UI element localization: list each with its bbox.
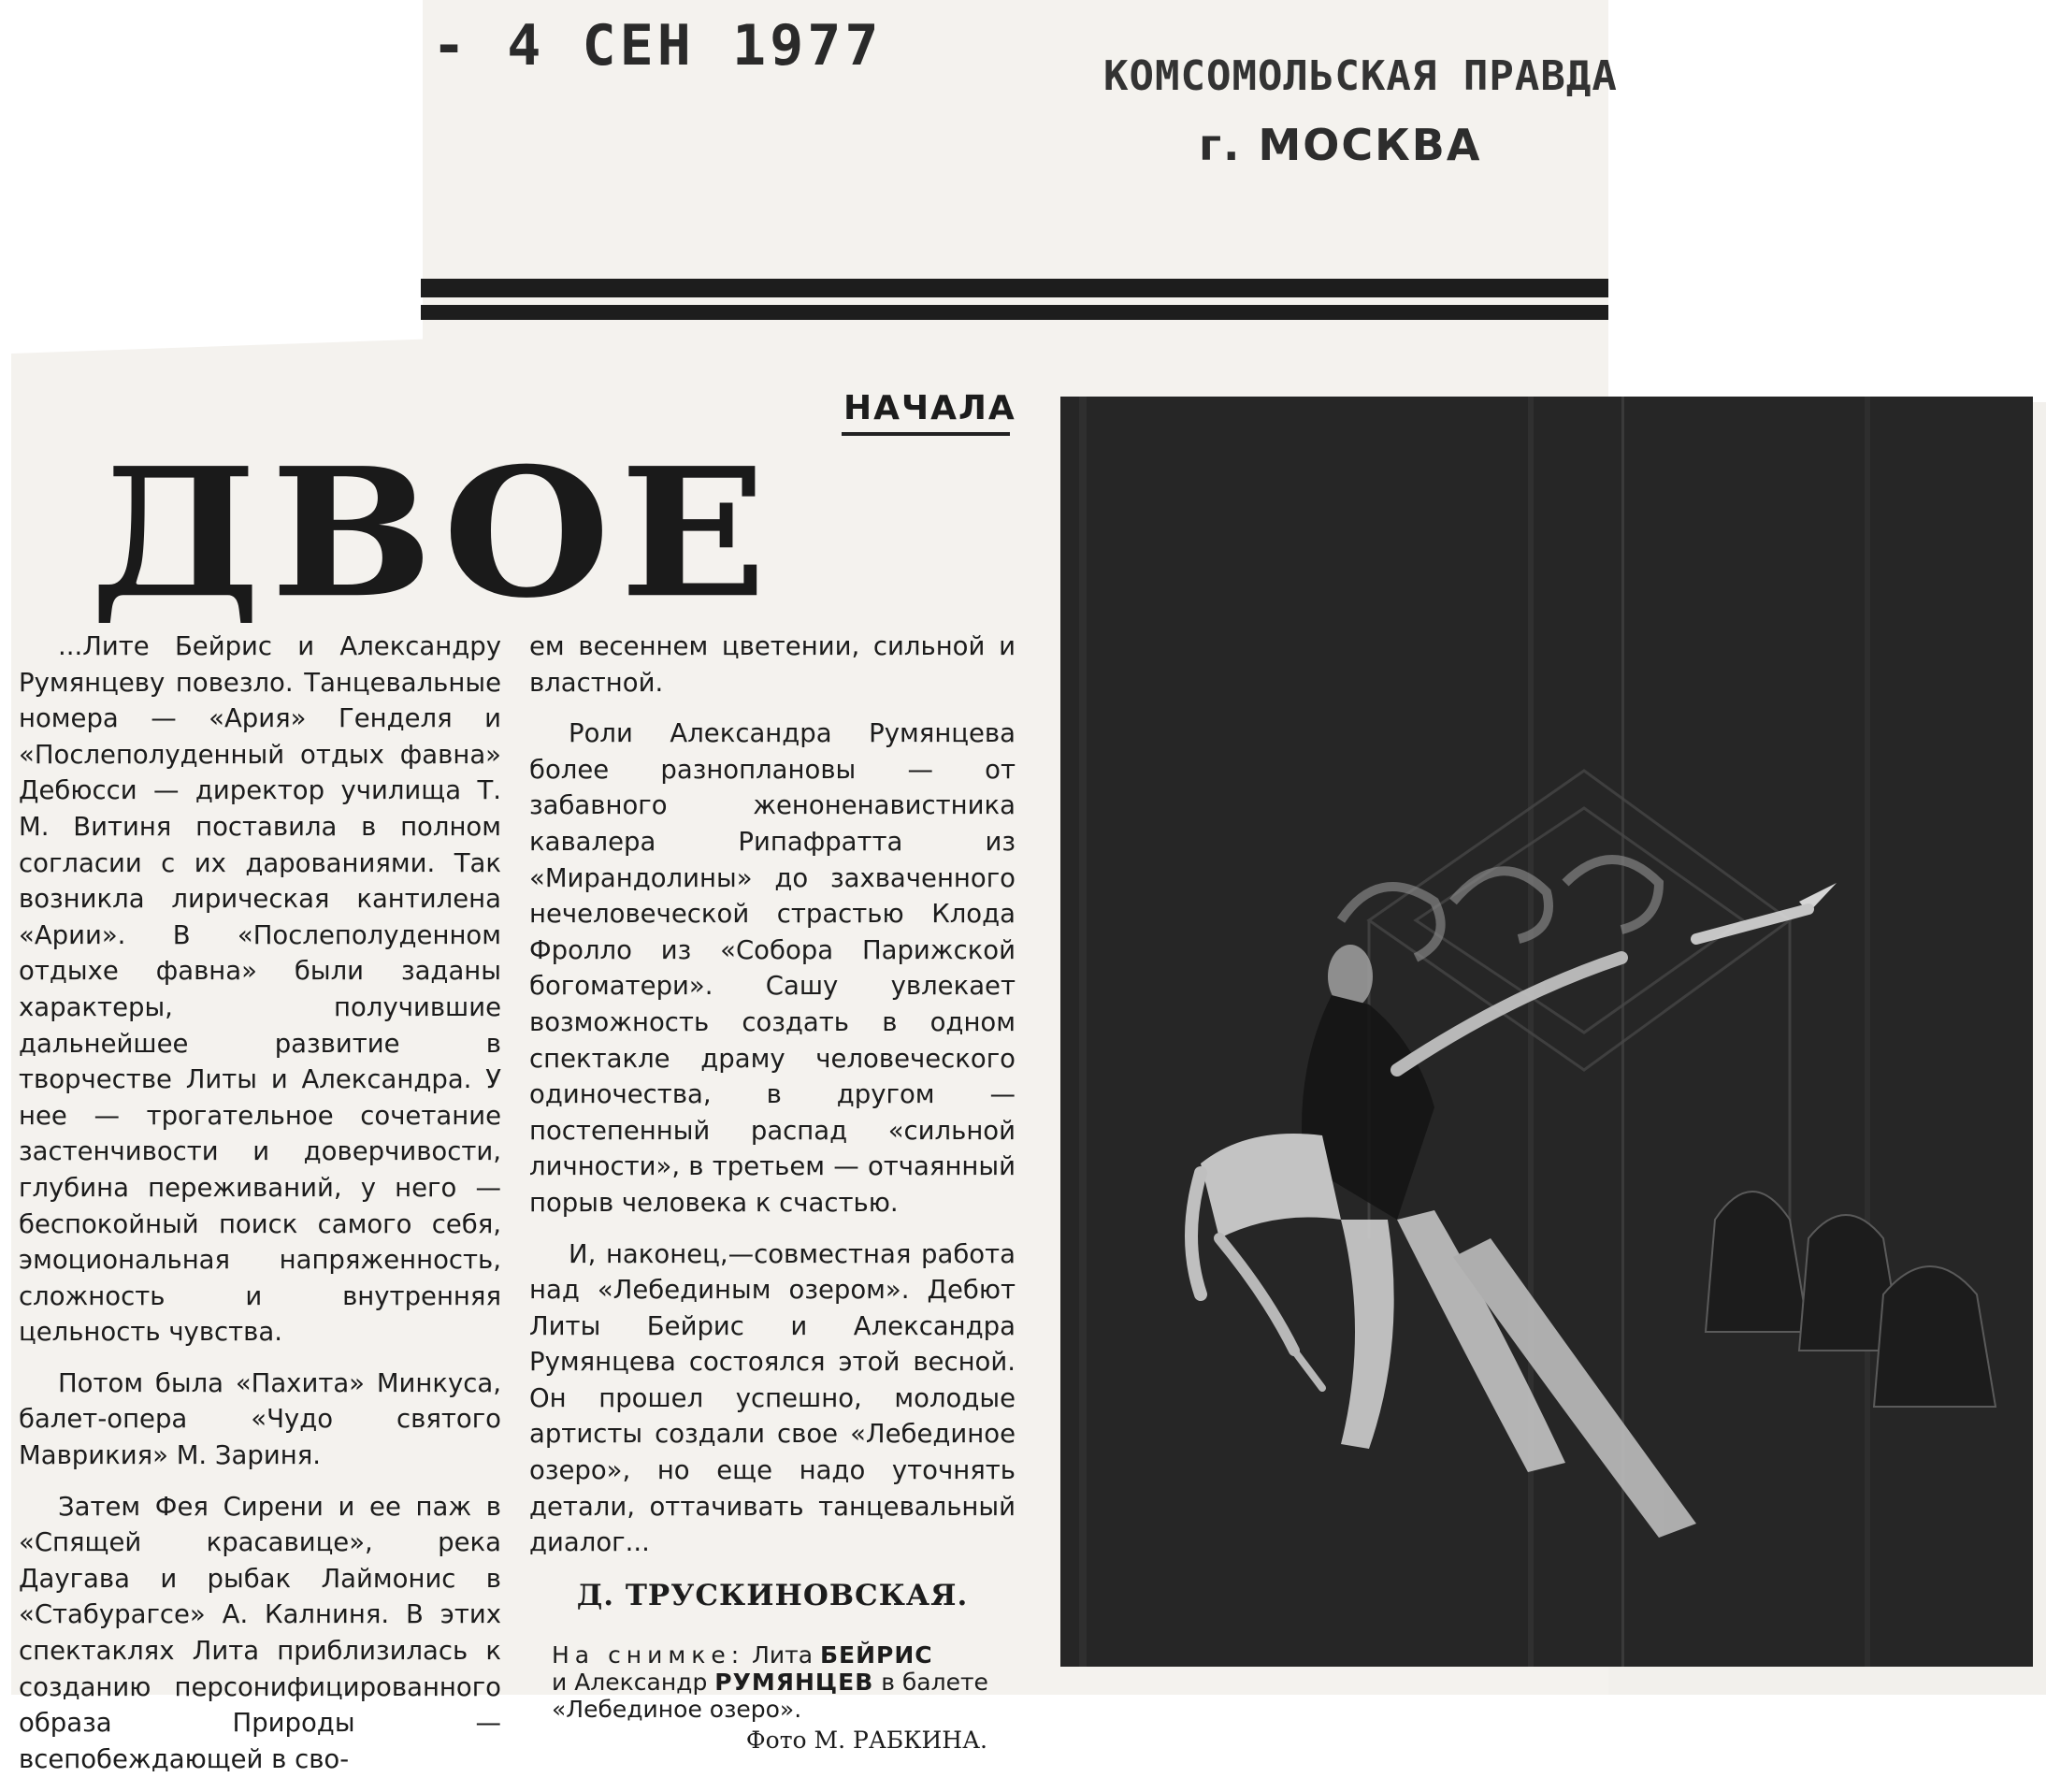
article-paragraph: ...Лите Бейрис и Александру Румянцеву повезло. Танцевальные номера — «Ария» Генделя и «Послеполуденный отдых фавна» Дебюсси — директор училища Т. М. Витиня поставила в полном согласии с их дарованиями. Так возникла лирическая кантилена «Арии». В «Послеполуденном отдыхе фавна» были заданы характеры, получившие дальнейшее развитие в творчестве Литы и Александра. У нее — трогательное сочетание застенчивости и доверчивости, глубина переживаний, у него — беспокойный поиск самого себя, эмоциональная напряженность, сложность и внутренняя цельность чувства. [19,631,501,1348]
article-paragraph: Потом была «Пахита» Минкуса, балет-опера «Чудо святого Маврикия» М. Зариня. [19,1367,501,1471]
caption-text: и Александр [552,1669,715,1697]
caption-text: в балете «Лебединое озеро». [552,1669,988,1724]
newspaper-name-stamp: КОМСОМОЛЬСКАЯ ПРАВДА [1103,52,1618,100]
rubric-underline [842,432,1010,436]
masthead-rule [421,279,1608,297]
article-paragraph: Затем Фея Сирени и ее паж в «Спящей красавице», река Даугава и рыбак Лаймонис в «Стабурагсе» А. Калниня. В этих спектаклях Лита приблизилась к созданию персонифицированного образа Природы — всепобеждающей в сво- [19,1491,501,1774]
caption-text: Лита [744,1641,820,1669]
author-signature: Д. ТРУСКИНОВСКАЯ. [576,1578,969,1612]
article-column-right [529,629,1016,1754]
article-paragraph: ем весеннем цветении, сильной и властной. [529,631,1016,698]
photo-credit: Фото М. РАБКИНА. [745,1727,987,1755]
date-stamp: - 4 СЕН 1977 [432,13,883,79]
article-paragraph: И, наконец,—совместная работа над «Лебединым озером». Дебют Литы Бейрис и Александра Румянцева состоялся этой весной. Он прошел успешно, молодые артисты создали свое «Лебединое озеро», но еще надо уточнять детали, оттачивать танцевальный диалог... [529,1238,1016,1558]
ballet-duet-photo [1060,397,2033,1667]
article-paragraph: Роли Александра Румянцева более разноплановы — от забавного женоненавистника кавалера Рипафратта из «Мирандолины» до захваченного нечеловеческой страстью Клода Фролло из «Собора Парижской богоматери». Сашу увлекает возможность создать в одном спектакле драму человеческого одиночества, в другом — постепенный распад «сильной личности», в третьем — отчаянный порыв человека к счастью. [529,718,1016,1218]
caption-name: РУМЯНЦЕВ [714,1669,874,1697]
rubric-label: НАЧАЛА [843,389,1016,427]
city-stamp: г. МОСКВА [1199,120,1482,170]
caption-name: БЕЙРИС [820,1641,933,1669]
article-column-left [19,629,501,1792]
photo-caption [529,1641,1016,1754]
article-headline: ДВОЕ [90,428,776,638]
ballet-photo-illustration [1060,397,2033,1667]
masthead-rule [421,305,1608,320]
caption-prefix: На снимке: [552,1641,745,1669]
